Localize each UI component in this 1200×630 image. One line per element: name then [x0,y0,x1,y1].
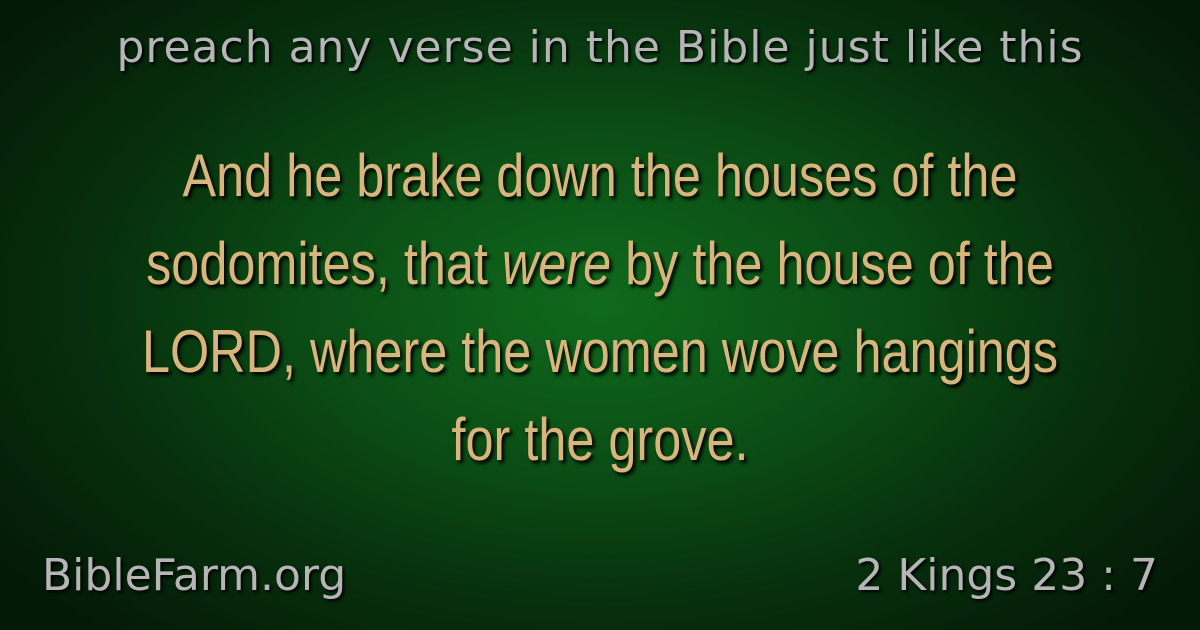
verse-text-part-2: by the house of the LORD, where the women wove hangings for the grove. [141,230,1059,473]
tagline: preach any verse in the Bible just like this [116,22,1084,73]
verse-text-part-1: And he brake down the houses of the sodomites, that [146,142,1018,297]
site-name: BibleFarm.org [42,550,347,601]
verse-text-italic: were [501,230,612,297]
verse-text [130,132,1071,484]
verse-reference: 2 Kings 23 : 7 [855,550,1158,601]
